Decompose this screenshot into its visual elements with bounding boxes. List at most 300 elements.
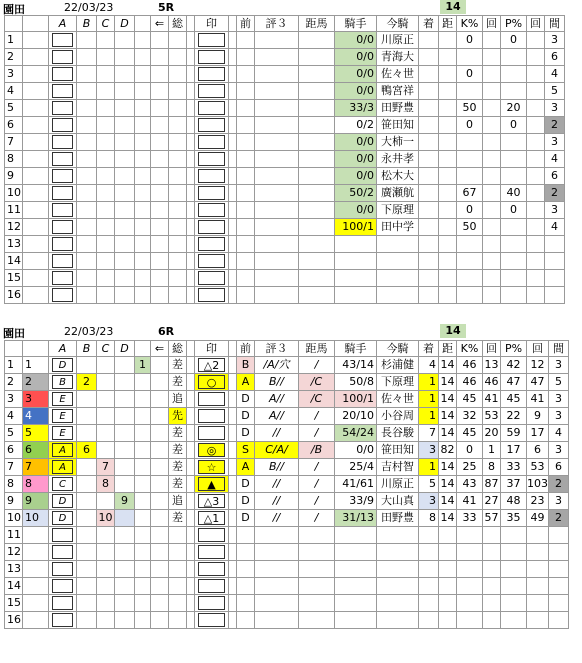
- grade-a-cell[interactable]: [49, 510, 77, 527]
- interval: [549, 527, 569, 544]
- grade-a-input[interactable]: B: [52, 375, 73, 389]
- grade-a-cell[interactable]: [49, 32, 77, 49]
- grade-a-input[interactable]: A: [52, 460, 73, 474]
- p-percent: 59: [501, 425, 527, 442]
- k-return: [483, 49, 501, 66]
- grade-a-input[interactable]: E: [52, 426, 73, 440]
- mark-input[interactable]: [198, 220, 225, 234]
- finish-pos: [419, 219, 439, 236]
- grade-a-cell[interactable]: [49, 151, 77, 168]
- mark-cell[interactable]: [195, 185, 229, 202]
- grade-d[interactable]: [115, 185, 135, 202]
- grade-a-cell[interactable]: [49, 100, 77, 117]
- mark-cell[interactable]: [195, 578, 229, 595]
- grade-b[interactable]: [77, 151, 97, 168]
- grade-b[interactable]: 6: [77, 442, 97, 459]
- mark-cell[interactable]: [195, 66, 229, 83]
- grade-d[interactable]: [115, 83, 135, 100]
- dist-horse: [299, 32, 335, 49]
- grade-d[interactable]: [115, 357, 135, 374]
- dist-horse: [299, 66, 335, 83]
- grade-a-input[interactable]: [52, 169, 73, 183]
- waku-number: 4: [23, 408, 49, 425]
- prev-grade: D: [237, 408, 255, 425]
- grade-d[interactable]: [115, 151, 135, 168]
- k-percent: 0: [457, 32, 483, 49]
- grade-a-input[interactable]: [52, 254, 73, 268]
- finish-pos: [419, 287, 439, 304]
- mark-input[interactable]: [198, 613, 225, 627]
- grade-b[interactable]: [77, 236, 97, 253]
- grade-c[interactable]: [97, 493, 115, 510]
- grade-b[interactable]: 2: [77, 374, 97, 391]
- grade-a-cell[interactable]: [49, 595, 77, 612]
- grade-b[interactable]: [77, 391, 97, 408]
- column-header-finish: 着: [419, 16, 439, 32]
- mark-cell[interactable]: [195, 408, 229, 425]
- grade-d[interactable]: [115, 527, 135, 544]
- grade-c[interactable]: [97, 287, 115, 304]
- mark-input[interactable]: [198, 426, 225, 440]
- mark-input[interactable]: ◎: [198, 443, 225, 457]
- mark-input[interactable]: [198, 152, 225, 166]
- waku-number: 5: [23, 425, 49, 442]
- grade-d[interactable]: [115, 270, 135, 287]
- k-return: [483, 168, 501, 185]
- mark-input[interactable]: [198, 562, 225, 576]
- grade-b[interactable]: [77, 66, 97, 83]
- grade-b[interactable]: [77, 527, 97, 544]
- grade-a-input[interactable]: [52, 118, 73, 132]
- eval-3: [255, 612, 299, 629]
- running-style: 差: [169, 476, 187, 493]
- arrow-cell: [151, 544, 169, 561]
- grade-d[interactable]: [115, 100, 135, 117]
- mark-cell[interactable]: [195, 357, 229, 374]
- k-return: [483, 100, 501, 117]
- grade-d[interactable]: [115, 287, 135, 304]
- grade-a-input[interactable]: [52, 186, 73, 200]
- grade-a-cell[interactable]: [49, 117, 77, 134]
- grade-c[interactable]: [97, 185, 115, 202]
- grade-b[interactable]: [77, 578, 97, 595]
- k-return: [483, 66, 501, 83]
- grade-c[interactable]: [97, 357, 115, 374]
- grade-d[interactable]: [115, 612, 135, 629]
- grade-d[interactable]: [115, 32, 135, 49]
- grade-c[interactable]: [97, 100, 115, 117]
- mark-cell[interactable]: [195, 49, 229, 66]
- p-percent: [501, 595, 527, 612]
- grade-a-cell[interactable]: [49, 442, 77, 459]
- mark-input[interactable]: [198, 169, 225, 183]
- mark-input[interactable]: [198, 271, 225, 285]
- grade-b[interactable]: [77, 270, 97, 287]
- eval-3: [255, 270, 299, 287]
- grade-a-input[interactable]: D: [52, 358, 73, 372]
- row-number: 6: [5, 117, 23, 134]
- grade-a-cell[interactable]: [49, 544, 77, 561]
- mark-input[interactable]: [198, 50, 225, 64]
- column-header-grade-a: A: [49, 341, 77, 357]
- running-style: [169, 236, 187, 253]
- mark-cell[interactable]: [195, 442, 229, 459]
- grade-d[interactable]: [115, 49, 135, 66]
- grade-c[interactable]: [97, 151, 115, 168]
- row-number: 1: [5, 32, 23, 49]
- mark-cell[interactable]: [195, 391, 229, 408]
- pad: [187, 442, 195, 459]
- grade-a-cell[interactable]: [49, 612, 77, 629]
- grade-a-input[interactable]: [52, 271, 73, 285]
- k-return: [483, 527, 501, 544]
- grade-c[interactable]: [97, 612, 115, 629]
- mark-input[interactable]: [198, 135, 225, 149]
- grade-a-input[interactable]: E: [52, 409, 73, 423]
- mark-cell[interactable]: [195, 459, 229, 476]
- grade-c[interactable]: [97, 66, 115, 83]
- mark-cell[interactable]: [195, 287, 229, 304]
- grade-d[interactable]: [115, 476, 135, 493]
- grade-b[interactable]: [77, 425, 97, 442]
- grade-c[interactable]: 8: [97, 476, 115, 493]
- mark-cell[interactable]: [195, 134, 229, 151]
- dist-horse: /: [299, 408, 335, 425]
- grade-c[interactable]: [97, 425, 115, 442]
- grade-a-input[interactable]: [52, 135, 73, 149]
- grade-a-input[interactable]: [52, 50, 73, 64]
- k-percent: [457, 612, 483, 629]
- mark-input[interactable]: ▲: [198, 477, 225, 491]
- mark-input[interactable]: ○: [198, 375, 225, 389]
- mark-cell[interactable]: [195, 561, 229, 578]
- grade-c[interactable]: [97, 578, 115, 595]
- grade-c[interactable]: 7: [97, 459, 115, 476]
- p-return: 6: [527, 442, 549, 459]
- mark-cell[interactable]: [195, 117, 229, 134]
- grade-a-cell[interactable]: [49, 408, 77, 425]
- grade-b[interactable]: [77, 408, 97, 425]
- grade-b[interactable]: [77, 117, 97, 134]
- grade-a-cell[interactable]: [49, 185, 77, 202]
- grade-a-cell[interactable]: [49, 561, 77, 578]
- grade-c[interactable]: [97, 236, 115, 253]
- grade-b[interactable]: [77, 612, 97, 629]
- row-number: 5: [5, 100, 23, 117]
- k-percent: [457, 134, 483, 151]
- grade-a-input[interactable]: D: [52, 494, 73, 508]
- mark-input[interactable]: [198, 67, 225, 81]
- arrow-cell: [151, 527, 169, 544]
- grade-a-input[interactable]: [52, 237, 73, 251]
- mark-input[interactable]: [198, 392, 225, 406]
- grade-c[interactable]: [97, 83, 115, 100]
- grade-c[interactable]: [97, 544, 115, 561]
- grade-b[interactable]: [77, 219, 97, 236]
- jockey-name: 大山真: [377, 493, 419, 510]
- grade-a-cell[interactable]: [49, 219, 77, 236]
- grade-d[interactable]: 9: [115, 493, 135, 510]
- interval: [545, 270, 565, 287]
- distance-count: [439, 527, 457, 544]
- mark-cell[interactable]: [195, 202, 229, 219]
- column-header-row-no: [5, 341, 23, 357]
- mark-cell[interactable]: [195, 270, 229, 287]
- mark-cell[interactable]: [195, 510, 229, 527]
- grade-a-input[interactable]: [52, 613, 73, 627]
- mark-input[interactable]: △2: [198, 358, 225, 372]
- grade-a-input[interactable]: [52, 562, 73, 576]
- grade-a-input[interactable]: [52, 545, 73, 559]
- grade-a-cell[interactable]: [49, 83, 77, 100]
- extra-flag: [135, 391, 151, 408]
- grade-b[interactable]: [77, 357, 97, 374]
- mark-cell[interactable]: [195, 527, 229, 544]
- mark-cell[interactable]: [195, 544, 229, 561]
- header-row: [5, 16, 565, 32]
- row-number: 12: [5, 544, 23, 561]
- grade-c[interactable]: [97, 408, 115, 425]
- grade-a-cell[interactable]: [49, 527, 77, 544]
- grade-a-input[interactable]: [52, 528, 73, 542]
- grade-d[interactable]: [115, 219, 135, 236]
- grade-b[interactable]: [77, 459, 97, 476]
- grade-d[interactable]: [115, 595, 135, 612]
- race-number: 5R: [158, 1, 175, 14]
- jockey-name: [377, 287, 419, 304]
- grade-a-input[interactable]: [52, 33, 73, 47]
- waku-number: [23, 527, 49, 544]
- jockey-name: [377, 527, 419, 544]
- mark-input[interactable]: [198, 237, 225, 251]
- jockey-name: 長谷駿: [377, 425, 419, 442]
- mark-cell[interactable]: [195, 374, 229, 391]
- grade-a-cell[interactable]: [49, 578, 77, 595]
- k-return: 87: [483, 476, 501, 493]
- grade-c[interactable]: [97, 442, 115, 459]
- eval-3: [255, 253, 299, 270]
- grade-a-cell[interactable]: [49, 49, 77, 66]
- grade-a-cell[interactable]: [49, 459, 77, 476]
- mark-cell[interactable]: [195, 253, 229, 270]
- running-style: [169, 185, 187, 202]
- grade-d[interactable]: [115, 253, 135, 270]
- extra-flag: [135, 578, 151, 595]
- p-percent: [501, 612, 527, 629]
- grade-c[interactable]: [97, 202, 115, 219]
- grade-d[interactable]: [115, 374, 135, 391]
- grade-d[interactable]: [115, 168, 135, 185]
- grade-a-input[interactable]: [52, 101, 73, 115]
- grade-b[interactable]: [77, 493, 97, 510]
- grade-d[interactable]: [115, 391, 135, 408]
- grade-c[interactable]: [97, 374, 115, 391]
- grade-a-cell[interactable]: [49, 476, 77, 493]
- row-number: 16: [5, 287, 23, 304]
- grade-b[interactable]: [77, 476, 97, 493]
- grade-a-input[interactable]: [52, 203, 73, 217]
- mark-input[interactable]: [198, 528, 225, 542]
- table-row: [5, 83, 565, 100]
- grade-a-cell[interactable]: [49, 374, 77, 391]
- grade-b[interactable]: [77, 168, 97, 185]
- grade-a-cell[interactable]: [49, 357, 77, 374]
- mark-input[interactable]: [198, 254, 225, 268]
- grade-d[interactable]: [115, 459, 135, 476]
- grade-b[interactable]: [77, 32, 97, 49]
- grade-a-cell[interactable]: [49, 287, 77, 304]
- extra-flag: [135, 612, 151, 629]
- mark-input[interactable]: [198, 409, 225, 423]
- grade-d[interactable]: [115, 202, 135, 219]
- k-return: [483, 595, 501, 612]
- running-style: 差: [169, 459, 187, 476]
- grade-d[interactable]: [115, 510, 135, 527]
- mark-input[interactable]: △3: [198, 494, 225, 508]
- extra-flag: [135, 49, 151, 66]
- finish-pos: 8: [419, 510, 439, 527]
- grade-a-input[interactable]: E: [52, 392, 73, 406]
- grade-d[interactable]: [115, 442, 135, 459]
- mark-cell[interactable]: [195, 100, 229, 117]
- grade-c[interactable]: [97, 49, 115, 66]
- grade-a-cell[interactable]: [49, 425, 77, 442]
- mark-input[interactable]: [198, 118, 225, 132]
- column-header-k-ret: 回: [483, 341, 501, 357]
- extra-flag: [135, 117, 151, 134]
- jockey-record: [335, 544, 377, 561]
- k-return: [483, 253, 501, 270]
- mark-input[interactable]: [198, 288, 225, 302]
- grade-b[interactable]: [77, 185, 97, 202]
- mark-cell[interactable]: [195, 168, 229, 185]
- mark-cell[interactable]: [195, 595, 229, 612]
- grade-b[interactable]: [77, 134, 97, 151]
- mark-input[interactable]: [198, 579, 225, 593]
- mark-cell[interactable]: [195, 236, 229, 253]
- grade-a-input[interactable]: [52, 596, 73, 610]
- grade-a-cell[interactable]: [49, 270, 77, 287]
- grade-a-input[interactable]: [52, 288, 73, 302]
- grade-b[interactable]: [77, 83, 97, 100]
- grade-c[interactable]: [97, 32, 115, 49]
- grade-a-cell[interactable]: [49, 134, 77, 151]
- grade-d[interactable]: [115, 544, 135, 561]
- grade-c[interactable]: [97, 270, 115, 287]
- column-header-k-pct: K%: [457, 341, 483, 357]
- grade-c[interactable]: [97, 168, 115, 185]
- mark-input[interactable]: [198, 101, 225, 115]
- table-row: [5, 253, 565, 270]
- mark-cell[interactable]: [195, 612, 229, 629]
- grade-a-cell[interactable]: [49, 236, 77, 253]
- grade-a-input[interactable]: C: [52, 477, 73, 491]
- grade-a-input[interactable]: [52, 84, 73, 98]
- grade-a-cell[interactable]: [49, 66, 77, 83]
- grade-a-cell[interactable]: [49, 493, 77, 510]
- mark-input[interactable]: [198, 84, 225, 98]
- grade-b[interactable]: [77, 595, 97, 612]
- jockey-name: 青海大: [377, 49, 419, 66]
- interval: [549, 595, 569, 612]
- jockey-record: 50/8: [335, 374, 377, 391]
- grade-a-input[interactable]: [52, 220, 73, 234]
- grade-a-input[interactable]: A: [52, 443, 73, 457]
- grade-b[interactable]: [77, 49, 97, 66]
- grade-d[interactable]: [115, 578, 135, 595]
- p-percent: [501, 168, 527, 185]
- mark-cell[interactable]: [195, 83, 229, 100]
- grade-c[interactable]: [97, 595, 115, 612]
- running-style: 差: [169, 425, 187, 442]
- grade-b[interactable]: [77, 100, 97, 117]
- arrow-cell: [151, 168, 169, 185]
- grade-a-cell[interactable]: [49, 253, 77, 270]
- grade-a-input[interactable]: D: [52, 511, 73, 525]
- mark-cell[interactable]: [195, 493, 229, 510]
- grade-c[interactable]: [97, 117, 115, 134]
- grade-b[interactable]: [77, 202, 97, 219]
- grade-c[interactable]: [97, 219, 115, 236]
- mark-cell[interactable]: [195, 151, 229, 168]
- p-percent: [501, 253, 527, 270]
- mark-input[interactable]: [198, 203, 225, 217]
- grade-d[interactable]: [115, 236, 135, 253]
- mark-input[interactable]: [198, 596, 225, 610]
- mark-input[interactable]: [198, 545, 225, 559]
- mark-cell[interactable]: [195, 425, 229, 442]
- mark-cell[interactable]: [195, 219, 229, 236]
- grade-d[interactable]: [115, 134, 135, 151]
- grade-a-input[interactable]: [52, 152, 73, 166]
- grade-d[interactable]: [115, 408, 135, 425]
- eval-3: /A/穴: [255, 357, 299, 374]
- column-header-gap: 間: [545, 16, 565, 32]
- grade-c[interactable]: [97, 527, 115, 544]
- mark-input[interactable]: ☆: [198, 460, 225, 474]
- grade-a-cell[interactable]: [49, 168, 77, 185]
- grade-b[interactable]: [77, 253, 97, 270]
- grade-a-cell[interactable]: [49, 391, 77, 408]
- mark-input[interactable]: [198, 186, 225, 200]
- finish-pos: 1: [419, 408, 439, 425]
- grade-c[interactable]: [97, 561, 115, 578]
- grade-d[interactable]: [115, 117, 135, 134]
- mark-input[interactable]: △1: [198, 511, 225, 525]
- grade-c[interactable]: [97, 134, 115, 151]
- grade-a-cell[interactable]: [49, 202, 77, 219]
- grade-b[interactable]: [77, 510, 97, 527]
- eval-3: [255, 202, 299, 219]
- grade-b[interactable]: [77, 561, 97, 578]
- grade-a-input[interactable]: [52, 579, 73, 593]
- grade-d[interactable]: [115, 561, 135, 578]
- column-header-mark-box: 印: [195, 341, 229, 357]
- mark-cell[interactable]: [195, 32, 229, 49]
- pad: [187, 357, 195, 374]
- mark-cell[interactable]: [195, 476, 229, 493]
- eval-3: [255, 168, 299, 185]
- grade-c[interactable]: [97, 391, 115, 408]
- mark-input[interactable]: [198, 33, 225, 47]
- grade-a-input[interactable]: [52, 67, 73, 81]
- grade-c[interactable]: [97, 253, 115, 270]
- grade-b[interactable]: [77, 287, 97, 304]
- grade-d[interactable]: [115, 66, 135, 83]
- grade-c[interactable]: 10: [97, 510, 115, 527]
- grade-b[interactable]: [77, 544, 97, 561]
- grade-d[interactable]: [115, 425, 135, 442]
